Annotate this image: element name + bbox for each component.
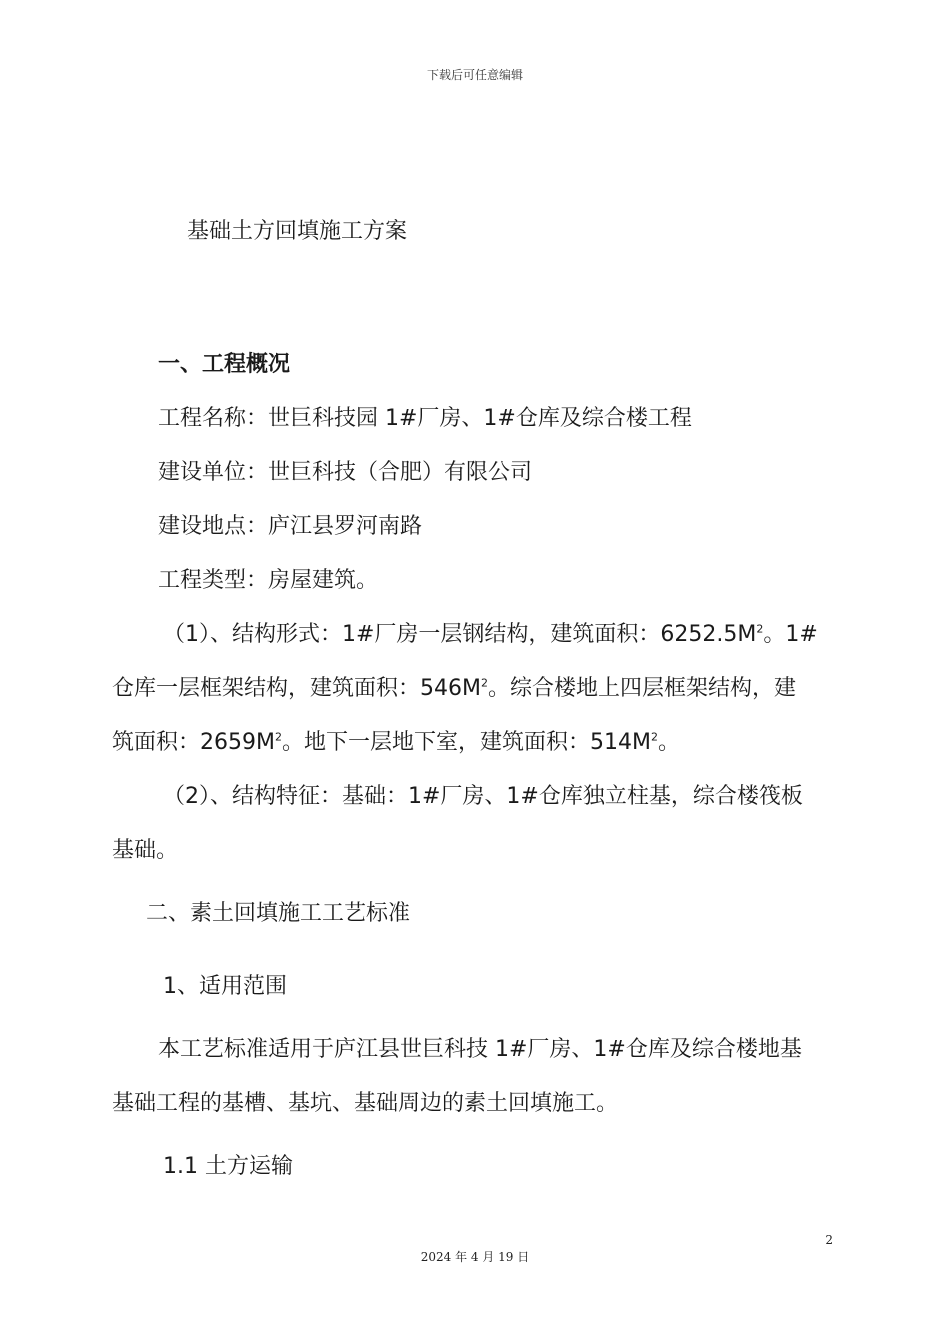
location-line: 建设地点：庐江县罗河南路: [158, 514, 423, 539]
text-segment: （1）、结构形式：1#厂房一层钢结构，建筑面积：6252.5M: [163, 622, 757, 647]
client-line: 建设单位：世巨科技（合肥）有限公司: [158, 460, 533, 485]
project-name-line: 工程名称：世巨科技园 1#厂房、1#仓库及综合楼工程: [158, 406, 692, 431]
document-title: 基础土方回填施工方案: [187, 219, 408, 244]
text-segment: 。1#: [763, 622, 818, 647]
structure-feature-line-1: （2）、结构特征：基础：1#厂房、1#仓库独立柱基，综合楼筏板: [163, 784, 803, 809]
section-2-heading: 二、素土回填施工工艺标准: [146, 901, 411, 926]
structure-feature-line-2: 基础。: [112, 838, 179, 863]
text-segment: 筑面积：2659M: [112, 730, 275, 755]
text-segment: 。综合楼地上四层框架结构，建: [487, 676, 796, 701]
superscript: 2: [756, 622, 764, 636]
subsection-1-heading: 1、适用范围: [163, 974, 287, 999]
page-number: 2: [825, 1233, 833, 1247]
superscript: 2: [650, 730, 658, 744]
scope-line-1: 本工艺标准适用于庐江县世巨科技 1#厂房、1#仓库及综合楼地基: [158, 1037, 802, 1062]
superscript: 2: [274, 730, 282, 744]
structure-form-line-2: [112, 671, 796, 702]
footer-date: 2024 年 4 月 19 日: [420, 1250, 530, 1264]
superscript: 2: [480, 676, 488, 690]
text-segment: 。: [657, 730, 680, 755]
text-segment: 仓库一层框架结构，建筑面积：546M: [112, 676, 481, 701]
project-type-line: 工程类型：房屋建筑。: [158, 568, 379, 593]
structure-form-line-3: [112, 725, 680, 756]
section-1-heading: 一、工程概况: [158, 352, 291, 377]
header-note: 下载后可任意编辑: [426, 68, 523, 82]
subsection-1-1-heading: 1.1 土方运输: [163, 1154, 293, 1179]
structure-form-line-1: [163, 617, 818, 648]
scope-line-2: 基础工程的基槽、基坑、基础周边的素土回填施工。: [112, 1091, 619, 1116]
text-segment: 。地下一层地下室，建筑面积：514M: [281, 730, 651, 755]
